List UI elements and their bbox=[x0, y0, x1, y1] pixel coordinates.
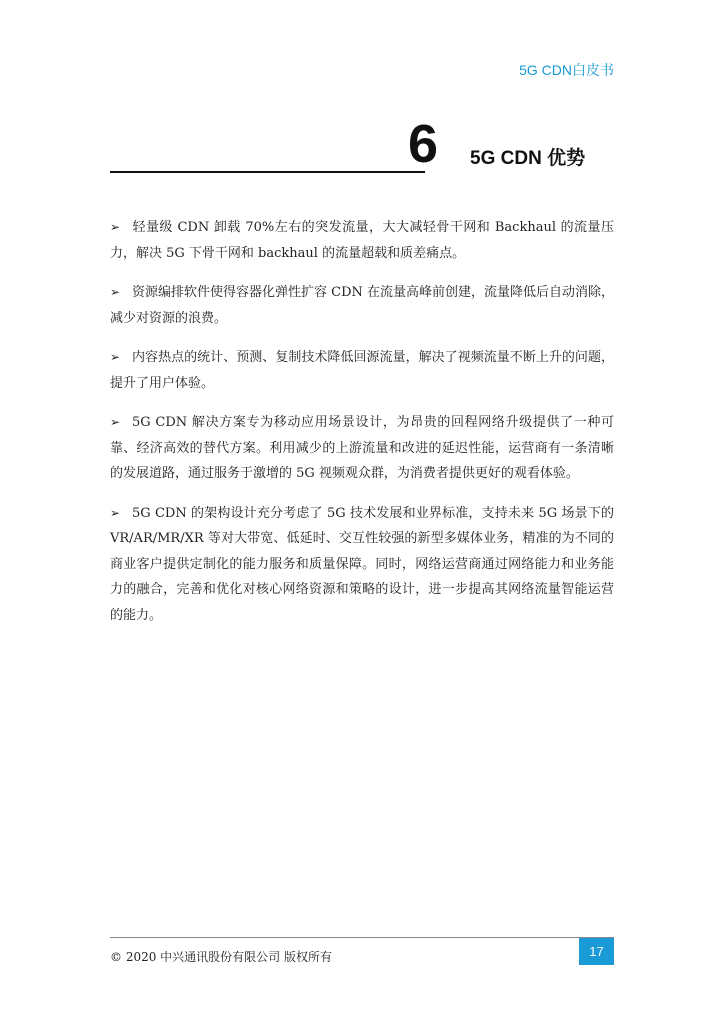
arrow-bullet-icon: ➢ bbox=[110, 220, 121, 234]
arrow-bullet-icon: ➢ bbox=[110, 415, 121, 429]
bullet-item bbox=[110, 280, 614, 331]
chapter-title: 5G CDN 优势 bbox=[470, 148, 586, 169]
bullet-item bbox=[110, 410, 614, 487]
bullet-text: 5G CDN 的架构设计充分考虑了 5G 技术发展和业界标准，支持未来 5G 场景下的 VR/AR/MR/XR 等对大带宽、低延时、交互性较强的新型多媒体业务，精准的为不同的商业客户提供定制化的能力服务和质量保障。同时，网络运营商通过网络能力和业务能力的融合，完善和优化对核心网络资源和策略的设计，进一步提高其网络流量智能运营的能力。 bbox=[110, 505, 614, 623]
arrow-bullet-icon: ➢ bbox=[110, 350, 121, 364]
page-number: 17 bbox=[579, 938, 614, 965]
chapter-number: 6 bbox=[408, 114, 439, 174]
footer-rule bbox=[110, 937, 614, 938]
bullet-text: 资源编排软件使得容器化弹性扩容 CDN 在流量高峰前创建，流量降低后自动消除，减少对资源的浪费。 bbox=[110, 285, 615, 326]
bullet-text: 内容热点的统计、预测、复制技术降低回源流量，解决了视频流量不断上升的问题，提升了用户体验。 bbox=[110, 350, 614, 391]
footer-copyright: © 2020 中兴通讯股份有限公司 版权所有 bbox=[110, 950, 332, 964]
chapter-rule bbox=[110, 171, 425, 173]
bullet-text: 5G CDN 解决方案专为移动应用场景设计，为昂贵的回程网络升级提供了一种可靠、经济高效的替代方案。利用减少的上游流量和改进的延迟性能，运营商有一条清晰的发展道路，通过服务于激增的 5G 视频观众群，为消费者提供更好的观看体验。 bbox=[110, 415, 614, 481]
bullet-item bbox=[110, 345, 614, 396]
arrow-bullet-icon: ➢ bbox=[110, 285, 121, 299]
bullet-item bbox=[110, 501, 614, 629]
chapter-content bbox=[110, 215, 614, 642]
bullet-text: 轻量级 CDN 卸载 70%左右的突发流量，大大减轻骨干网和 Backhaul 的流量压力，解决 5G 下骨干网和 backhaul 的流量超载和质差痛点。 bbox=[110, 220, 614, 261]
bullet-item bbox=[110, 215, 614, 266]
header-title: 5G CDN白皮书 bbox=[519, 62, 614, 78]
arrow-bullet-icon: ➢ bbox=[110, 505, 121, 520]
